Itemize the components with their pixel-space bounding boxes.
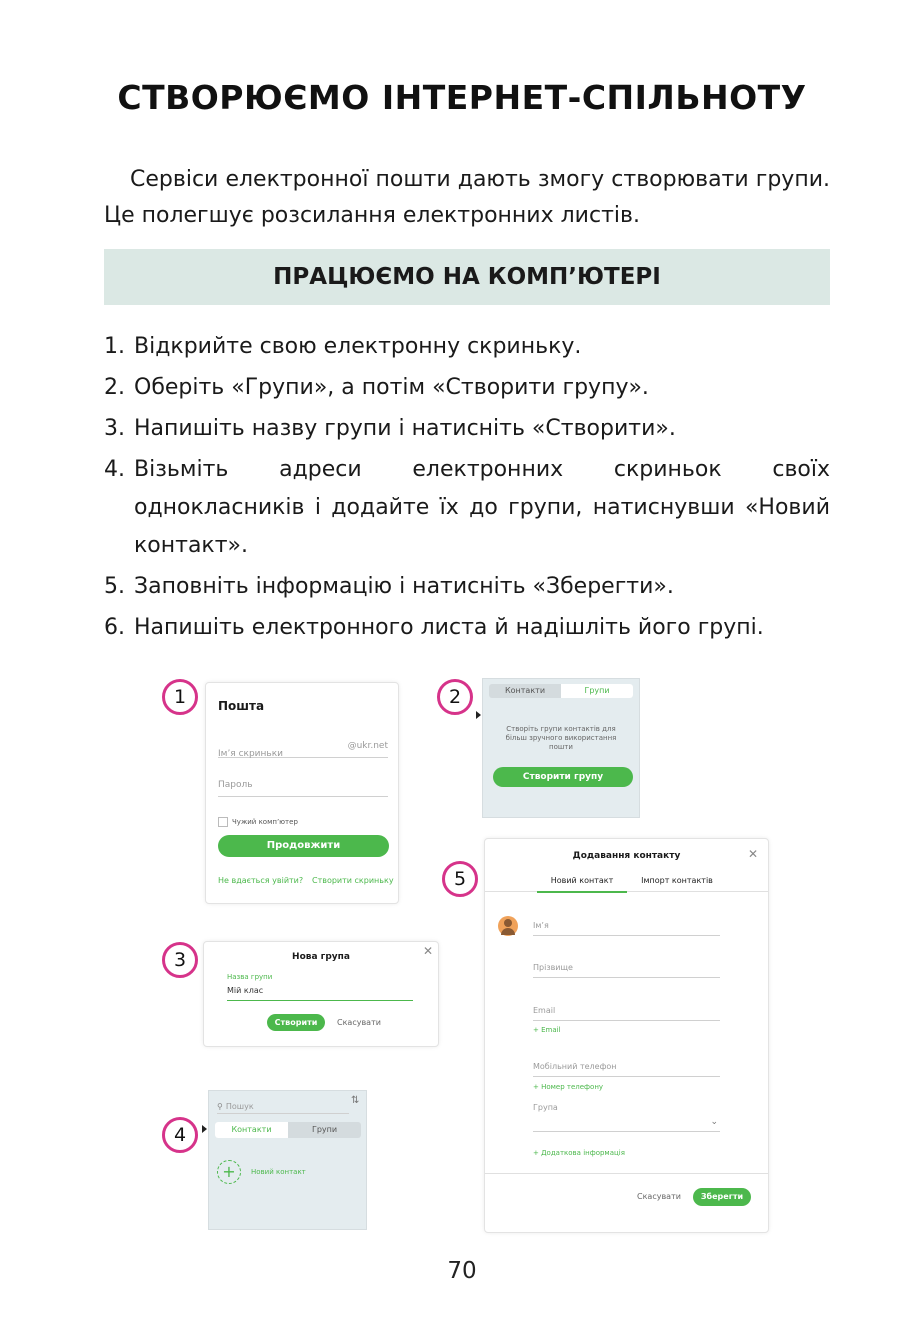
tab-contacts[interactable]: Контакти xyxy=(504,686,546,695)
surname-input[interactable]: Прізвище xyxy=(533,963,720,978)
continue-button[interactable]: Продовжити xyxy=(218,835,389,857)
add-contact-icon[interactable]: + xyxy=(217,1160,241,1184)
phone-input[interactable]: Мобільний телефон xyxy=(533,1062,720,1077)
foreign-computer-label: Чужий комп’ютер xyxy=(232,818,298,826)
cant-login-link[interactable]: Не вдається увійти? xyxy=(218,876,304,885)
step-item xyxy=(104,609,830,647)
domain-label: @ukr.net xyxy=(347,741,388,751)
groups-hint: Створіть групи контактів для більш зручного використання пошти xyxy=(505,725,617,751)
tab-import-contacts[interactable]: Імпорт контактів xyxy=(641,876,713,885)
step-item xyxy=(104,369,830,407)
step-item xyxy=(104,410,830,448)
avatar-icon[interactable] xyxy=(498,916,518,936)
create-group-button[interactable]: Створити групу xyxy=(493,767,633,787)
new-group-dialog xyxy=(203,941,439,1047)
create-button[interactable]: Створити xyxy=(267,1014,325,1031)
checkbox[interactable] xyxy=(218,817,228,827)
close-icon[interactable]: ✕ xyxy=(423,944,434,958)
groups-panel xyxy=(482,678,640,818)
step-text: Відкрийте свою електронну скриньку. xyxy=(134,334,582,359)
step-item xyxy=(104,568,830,606)
step-text: Заповніть інформацію і натисніть «Зберегти». xyxy=(134,574,674,599)
step-text: Напишіть назву групи і натисніть «Створити». xyxy=(134,416,676,441)
username-input[interactable] xyxy=(218,741,388,758)
group-name-input[interactable]: Мій клас xyxy=(227,986,413,1001)
contacts-groups-tabs xyxy=(215,1122,361,1138)
step-number: 4. xyxy=(104,457,125,482)
step-number: 6. xyxy=(104,615,125,640)
add-contact-heading: Додавання контакту xyxy=(572,851,681,861)
add-phone-link[interactable]: + Номер телефону xyxy=(533,1083,604,1091)
contacts-panel xyxy=(208,1090,367,1230)
username-placeholder: Ім’я скриньки xyxy=(218,749,283,759)
step-number: 5. xyxy=(104,574,125,599)
add-info-link[interactable]: + Додаткова інформація xyxy=(533,1149,625,1157)
tab-new-contact[interactable]: Новий контакт xyxy=(537,876,627,893)
step-badge-2: 2 xyxy=(437,679,473,715)
step-badge-1: 1 xyxy=(162,679,198,715)
step-number: 1. xyxy=(104,334,125,359)
step-text: Візьміть адреси електронних скриньок своїх однокласників і додайте їх до групи, натиснувши «Новий контакт». xyxy=(134,457,830,558)
cancel-link[interactable]: Скасувати xyxy=(337,1018,381,1027)
new-contact-link[interactable]: Новий контакт xyxy=(251,1168,306,1176)
sort-icon[interactable]: ⇅ xyxy=(351,1095,360,1106)
step-number: 3. xyxy=(104,416,125,441)
footer-divider xyxy=(485,1173,768,1174)
step-number: 2. xyxy=(104,375,125,400)
pointer-arrow-icon xyxy=(202,1125,207,1133)
login-heading: Пошта xyxy=(218,699,265,713)
step-badge-5: 5 xyxy=(442,861,478,897)
step-item xyxy=(104,328,830,366)
tab-groups[interactable]: Групи xyxy=(561,684,633,698)
add-contact-dialog xyxy=(484,838,769,1233)
create-box-link[interactable]: Створити скриньку xyxy=(312,876,394,885)
cancel-link[interactable]: Скасувати xyxy=(637,1192,681,1201)
tab-contacts[interactable]: Контакти xyxy=(215,1122,288,1138)
contacts-groups-tabs xyxy=(489,684,633,698)
step-badge-4: 4 xyxy=(162,1117,198,1153)
page-number: 70 xyxy=(447,1258,477,1284)
email-input[interactable]: Email xyxy=(533,1006,720,1021)
step-text: Напишіть електронного листа й надішліть його групі. xyxy=(134,615,764,640)
step-item xyxy=(104,451,830,565)
foreign-computer-option[interactable] xyxy=(218,817,298,827)
group-name-label: Назва групи xyxy=(227,973,273,981)
new-group-heading: Нова група xyxy=(292,952,350,962)
password-input[interactable]: Пароль xyxy=(218,780,388,797)
save-button[interactable]: Зберегти xyxy=(693,1188,751,1206)
close-icon[interactable]: ✕ xyxy=(748,847,759,861)
section-heading: ПРАЦЮЄМО НА КОМП’ЮТЕРІ xyxy=(104,249,830,305)
group-select[interactable] xyxy=(533,1117,720,1132)
name-input[interactable]: Ім’я xyxy=(533,921,720,936)
search-icon: ⚲ xyxy=(217,1101,223,1111)
intro-paragraph: Сервіси електронної пошти дають змогу створювати групи. Це полегшує розсилання електронних листів. xyxy=(104,167,830,228)
tab-groups[interactable]: Групи xyxy=(311,1125,338,1134)
search-input[interactable] xyxy=(217,1099,349,1114)
step-badge-3: 3 xyxy=(162,942,198,978)
steps-list xyxy=(104,328,830,650)
search-placeholder: Пошук xyxy=(225,1101,254,1111)
step-text: Оберіть «Групи», а потім «Створити групу». xyxy=(134,375,649,400)
chevron-down-icon: ⌄ xyxy=(710,1117,718,1127)
group-label: Група xyxy=(533,1103,558,1112)
pointer-arrow-icon xyxy=(476,711,481,719)
add-email-link[interactable]: + Email xyxy=(533,1026,561,1034)
page-title: СТВОРЮЄМО ІНТЕРНЕТ-СПІЛЬНОТУ xyxy=(117,78,807,117)
login-card xyxy=(205,682,399,904)
